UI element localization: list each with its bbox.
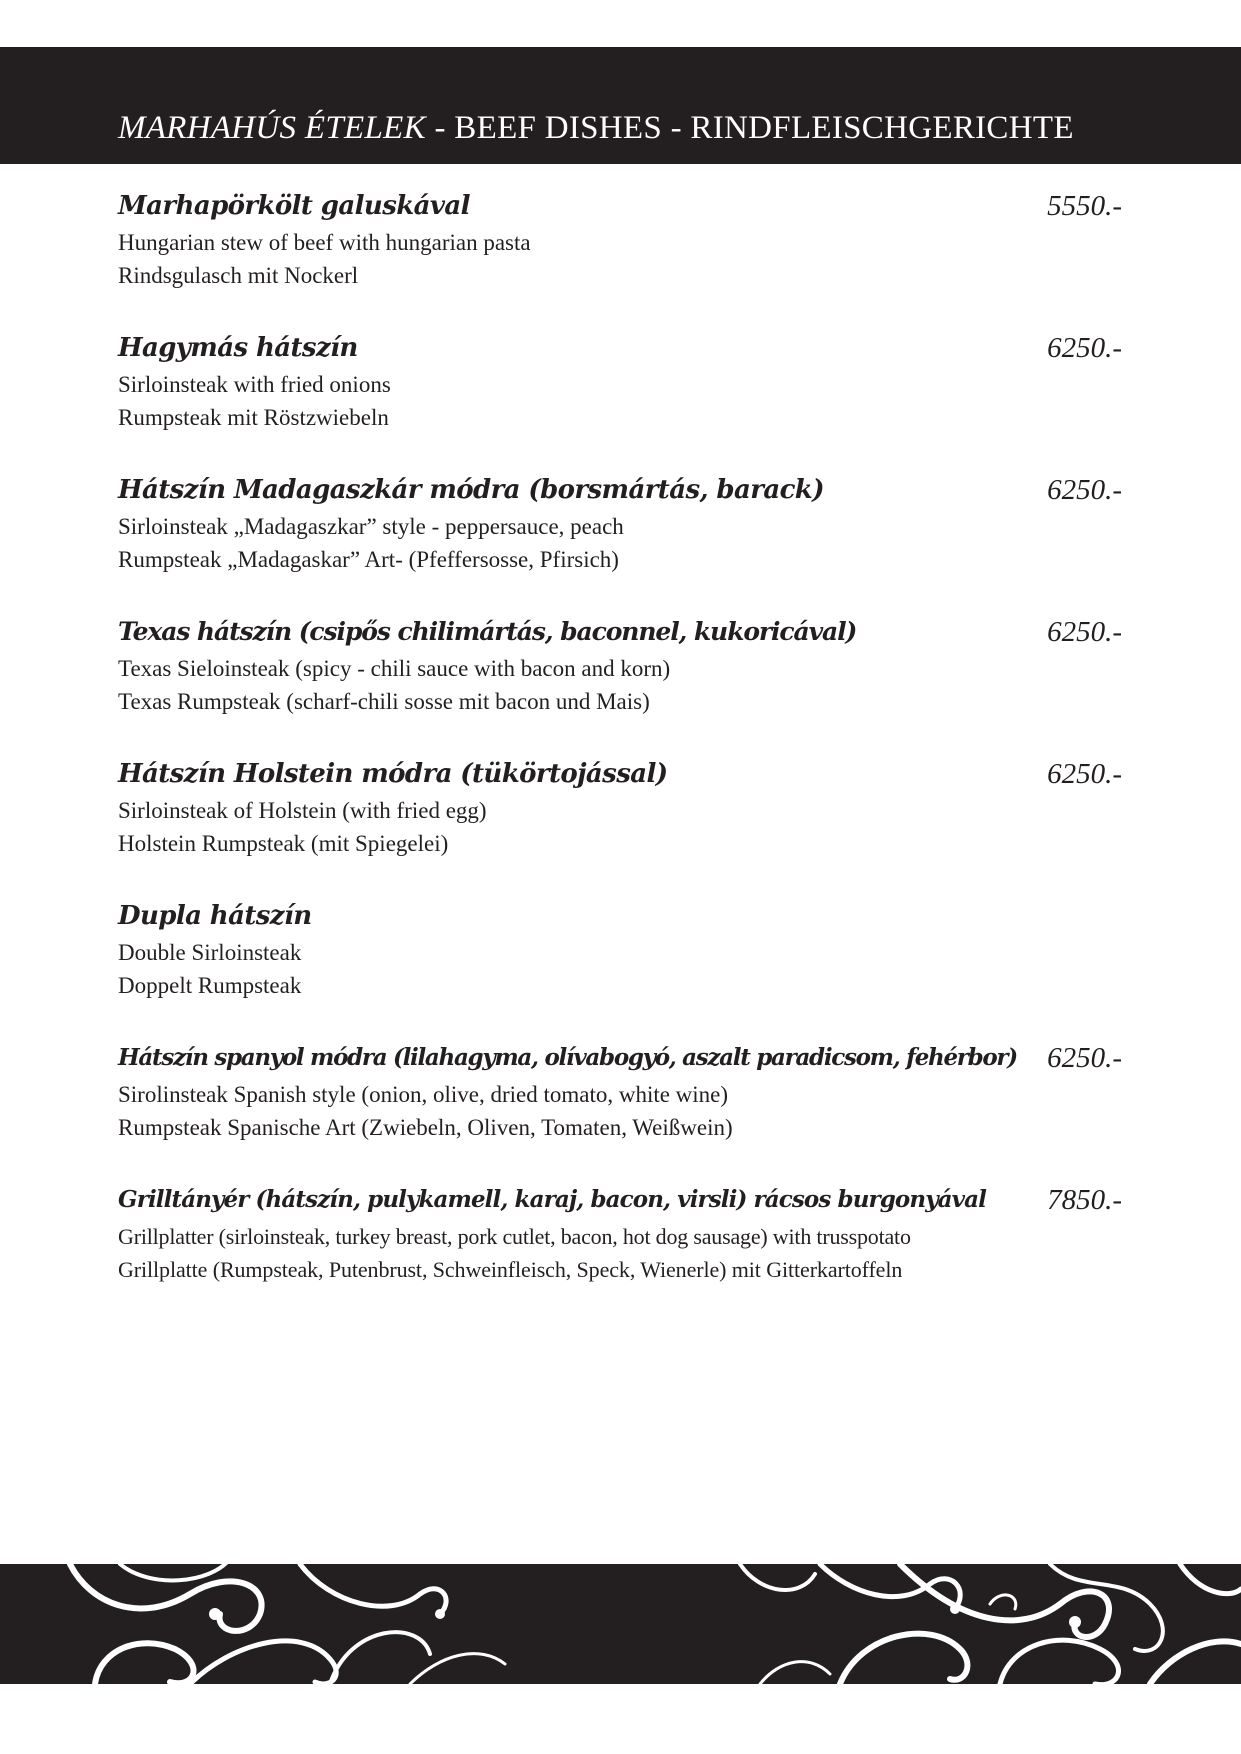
dish-name: Hátszín Holstein módra (tükörtojással): [118, 759, 668, 789]
dish-name: Texas hátszín (csipős chilimártás, baconnel, kukoricával): [118, 617, 857, 646]
dish-desc-english: Double Sirloinsteak: [118, 940, 302, 965]
dish-desc-german: Rumpsteak Spanische Art (Zwiebeln, Oliven, Tomaten, Weißwein): [118, 1115, 733, 1140]
dish-desc-german: Grillplatte (Rumpsteak, Putenbrust, Schweinfleisch, Speck, Wienerle) mit Gitterkartoffeln: [118, 1257, 903, 1282]
menu-item: [118, 472, 1122, 614]
title-hungarian: MARHAHÚS ÉTELEK: [118, 110, 426, 146]
dish-name: Grilltányér (hátszín, pulykamell, karaj, bacon, virsli) rácsos burgonyával: [118, 1186, 986, 1213]
dish-name: Hátszín spanyol módra (lilahagyma, olívabogyó, aszalt paradicsom, fehérbor): [118, 1044, 1017, 1071]
dish-desc-german: Rumpsteak „Madagaskar” Art- (Pfeffersosse, Pfirsich): [118, 547, 619, 572]
dish-price: 6250.-: [1047, 332, 1122, 364]
dish-desc-german: Holstein Rumpsteak (mit Spiegelei): [118, 831, 449, 856]
menu-item: [118, 1182, 1122, 1324]
dish-desc-german: Doppelt Rumpsteak: [118, 973, 302, 998]
dish-desc-german: Rindsgulasch mit Nockerl: [118, 263, 359, 288]
page-title: [118, 110, 1218, 147]
dish-price: 6250.-: [1047, 474, 1122, 506]
footer-ornament-band: [0, 1564, 1241, 1684]
dish-price: 5550.-: [1047, 190, 1122, 222]
dish-desc-german: Rumpsteak mit Röstzwiebeln: [118, 405, 389, 430]
menu-item: [118, 614, 1122, 756]
dish-name: Marhapörkölt galuskával: [118, 191, 470, 221]
dish-desc-english: Sirolinsteak Spanish style (onion, olive, dried tomato, white wine): [118, 1082, 729, 1107]
dish-price: 6250.-: [1047, 1042, 1122, 1074]
dish-price: 6250.-: [1047, 758, 1122, 790]
menu-list: [118, 188, 1122, 1324]
dish-desc-english: Grillplatter (sirloinsteak, turkey breast, pork cutlet, bacon, hot dog sausage) with trusspotato: [118, 1224, 911, 1249]
dish-desc-english: Sirloinsteak „Madagaszkar” style - peppersauce, peach: [118, 514, 624, 539]
dish-desc-english: Sirloinsteak with fried onions: [118, 372, 391, 397]
menu-item: [118, 756, 1122, 898]
menu-item: [118, 898, 1122, 1040]
dish-desc-english: Texas Sieloinsteak (spicy - chili sauce with bacon and korn): [118, 656, 671, 681]
dish-desc-german: Texas Rumpsteak (scharf-chili sosse mit bacon und Mais): [118, 689, 650, 714]
menu-item: [118, 1040, 1122, 1182]
dish-price: 7850.-: [1047, 1184, 1122, 1216]
dish-desc-english: Sirloinsteak of Holstein (with fried egg): [118, 798, 487, 823]
menu-item: [118, 188, 1122, 330]
dish-desc-english: Hungarian stew of beef with hungarian pasta: [118, 230, 531, 255]
title-translations: - BEEF DISHES - RINDFLEISCHGERICHTE: [425, 110, 1074, 146]
dish-price: 6250.-: [1047, 616, 1122, 648]
swirl-ornament: [0, 1564, 1241, 1684]
dish-name: Hagymás hátszín: [118, 333, 358, 363]
dish-name: Dupla hátszín: [118, 901, 312, 931]
dish-name: Hátszín Madagaszkár módra (borsmártás, barack): [118, 475, 824, 505]
menu-item: [118, 330, 1122, 472]
